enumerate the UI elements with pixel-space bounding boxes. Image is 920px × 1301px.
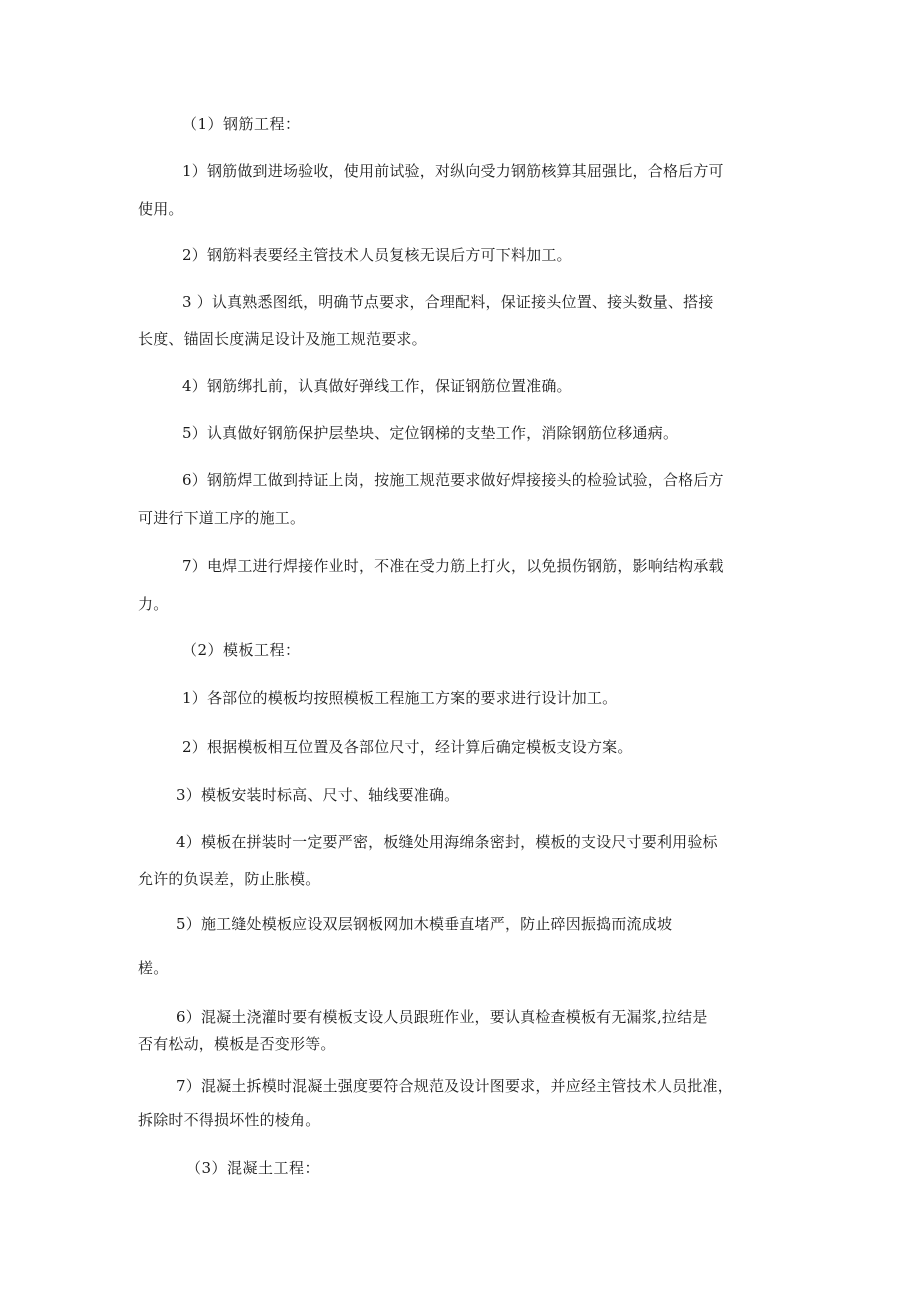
paragraph-line: 4）模板在拼装时一定要严密，板缝处用海绵条密封，模板的支设尺寸要利用验标 (176, 833, 718, 851)
paragraph-line: 1）钢筋做到进场验收，使用前试验，对纵向受力钢筋核算其屈强比，合格后方可 (182, 162, 724, 180)
paragraph-line: 2）根据模板相互位置及各部位尺寸，经计算后确定模板支设方案。 (182, 738, 633, 756)
paragraph-line: 槎。 (138, 959, 169, 977)
paragraph-line: 力。 (138, 595, 169, 613)
paragraph-line: 5）施工缝处模板应设双层钢板网加木模垂直堵严，防止碎因振捣而流成坡 (176, 915, 673, 933)
section-heading-concrete: （3）混凝土工程： (186, 1159, 321, 1177)
paragraph-line: 拆除时不得损坏性的棱角。 (138, 1111, 321, 1129)
section-heading-rebar: （1）钢筋工程： (182, 115, 301, 133)
paragraph-line: 可进行下道工序的施工。 (138, 509, 306, 527)
paragraph-line: 1）各部位的模板均按照模板工程施工方案的要求进行设计加工。 (182, 689, 618, 707)
paragraph-line: 允许的负误差，防止胀模。 (138, 870, 321, 888)
paragraph-line: 使用。 (138, 200, 184, 218)
paragraph-line: 长度、锚固长度满足设计及施工规范要求。 (138, 330, 427, 348)
paragraph-line: 7）电焊工进行焊接作业时，不准在受力筋上打火，以免损伤钢筋，影响结构承载 (182, 557, 724, 575)
paragraph-line: 7）混凝土拆模时混凝土强度要符合规范及设计图要求，并应经主管技术人员批准， (176, 1077, 733, 1095)
paragraph-line: 2）钢筋料表要经主管技术人员复核无误后方可下料加工。 (182, 246, 572, 264)
paragraph-line: 4）钢筋绑扎前，认真做好弹线工作，保证钢筋位置准确。 (182, 377, 572, 395)
section-heading-formwork: （2）模板工程： (182, 641, 301, 659)
paragraph-line: 3 ）认真熟悉图纸，明确节点要求，合理配料，保证接头位置、接头数量、搭接 (182, 293, 714, 311)
paragraph-line: 5）认真做好钢筋保护层垫块、定位钢梯的支垫工作，消除钢筋位移通病。 (182, 424, 679, 442)
paragraph-line: 3）模板安装时标高、尺寸、轴线要准确。 (176, 786, 460, 804)
paragraph-line: 6）混凝土浇灌时要有模板支设人员跟班作业，要认真检查模板有无漏浆,拉结是 (176, 1008, 708, 1026)
paragraph-line: 6）钢筋焊工做到持证上岗，按施工规范要求做好焊接接头的检验试验，合格后方 (182, 471, 724, 489)
paragraph-line: 否有松动，模板是否变形等。 (138, 1035, 336, 1053)
